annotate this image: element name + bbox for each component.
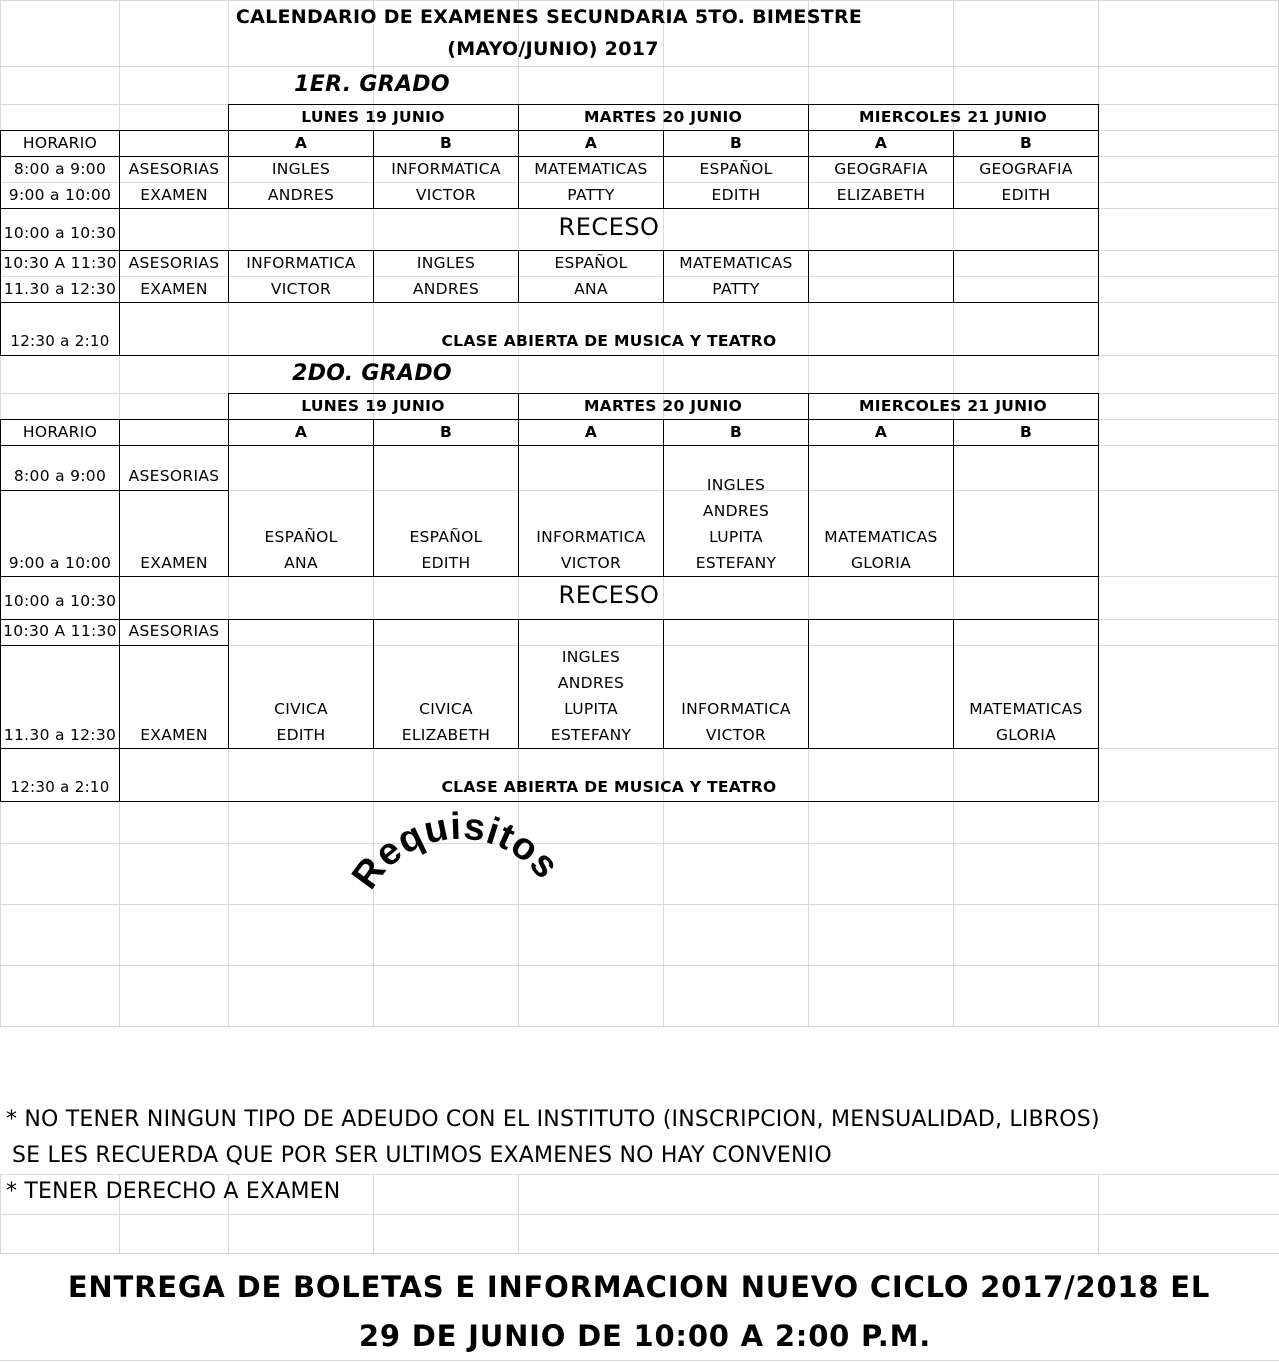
grado1-teacher: ANA bbox=[574, 280, 608, 298]
grado1-asesorias-label: ASESORIAS bbox=[128, 254, 220, 272]
grado2-teacher: ELIZABETH bbox=[401, 726, 491, 744]
grado1-subject: ESPAÑOL bbox=[699, 160, 773, 178]
grado1-teacher: VICTOR bbox=[270, 280, 332, 298]
grado2-asesorias-label: ASESORIAS bbox=[128, 622, 220, 640]
grado1-subject: INGLES bbox=[416, 254, 476, 272]
requisito-line: * NO TENER NINGUN TIPO DE ADEUDO CON EL INSTITUTO (INSCRIPCION, MENSUALIDAD, LIBROS) bbox=[6, 1107, 1100, 1132]
grado1-subject: MATEMATICAS bbox=[534, 160, 648, 178]
grado1-horario-header: HORARIO bbox=[22, 134, 98, 152]
grado2-examen-label: EXAMEN bbox=[140, 554, 208, 572]
grado1-teacher: VICTOR bbox=[415, 186, 477, 204]
grado1-receso-banner: RECESO bbox=[558, 213, 660, 241]
grado1-day-monday: LUNES 19 JUNIO bbox=[301, 108, 445, 126]
grado2-teacher: ESTEFANY bbox=[550, 726, 632, 744]
requisitos-heading bbox=[320, 805, 600, 965]
grado1-subject: INFORMATICA bbox=[391, 160, 501, 178]
grado1-group-label: A bbox=[874, 134, 888, 152]
grado1-clase-abierta: CLASE ABIERTA DE MUSICA Y TEATRO bbox=[441, 332, 777, 350]
grado2-asesorias-label: ASESORIAS bbox=[128, 467, 220, 485]
grado1-group-label: B bbox=[439, 134, 453, 152]
grado1-subject: ESPAÑOL bbox=[554, 254, 628, 272]
grado1-subject: GEOGRAFIA bbox=[834, 160, 928, 178]
grado1-day-tuesday: MARTES 20 JUNIO bbox=[583, 108, 743, 126]
grado2-group-label: A bbox=[874, 423, 888, 441]
grado1-teacher: EDITH bbox=[1001, 186, 1051, 204]
grado2-teacher: VICTOR bbox=[560, 554, 622, 572]
svg-text:Requisitos bbox=[344, 806, 567, 897]
requisito-line: * TENER DERECHO A EXAMEN bbox=[6, 1179, 341, 1204]
grado2-teacher: VICTOR bbox=[705, 726, 767, 744]
grado2-group-label: A bbox=[584, 423, 598, 441]
grado2-teacher: ANDRES bbox=[557, 674, 625, 692]
grado2-group-label: A bbox=[294, 423, 308, 441]
grado2-day-wednesday: MIERCOLES 21 JUNIO bbox=[859, 397, 1047, 415]
grado2-subject: MATEMATICAS bbox=[969, 700, 1083, 718]
footer-line1: ENTREGA DE BOLETAS E INFORMACION NUEVO CICLO 2017/2018 EL bbox=[67, 1270, 1211, 1304]
grado2-clase-abierta: CLASE ABIERTA DE MUSICA Y TEATRO bbox=[441, 778, 777, 796]
grado1-teacher: ANDRES bbox=[267, 186, 335, 204]
grado1-examen-label: EXAMEN bbox=[140, 186, 208, 204]
grado2-horario-header: HORARIO bbox=[22, 423, 98, 441]
grado2-subject: INGLES bbox=[706, 476, 766, 494]
grado2-receso-banner: RECESO bbox=[558, 581, 660, 609]
grado2-group-label: B bbox=[1019, 423, 1033, 441]
grado2-teacher: LUPITA bbox=[564, 700, 618, 718]
grado2-teacher: GLORIA bbox=[995, 726, 1057, 744]
grado2-time: 8:00 a 9:00 bbox=[13, 467, 107, 485]
grado2-day-monday: LUNES 19 JUNIO bbox=[301, 397, 445, 415]
grado2-group-label: B bbox=[439, 423, 453, 441]
grado1-examen-label: EXAMEN bbox=[140, 280, 208, 298]
grado1-subject: INFORMATICA bbox=[246, 254, 356, 272]
grado2-teacher: EDITH bbox=[276, 726, 326, 744]
requisitos-heading-text: Requisitos bbox=[344, 805, 568, 897]
grado2-subject: CIVICA bbox=[419, 700, 473, 718]
footer-line2: 29 DE JUNIO DE 10:00 A 2:00 P.M. bbox=[358, 1319, 932, 1353]
grado1-time: 10:30 A 11:30 bbox=[3, 254, 117, 272]
grado1-teacher: PATTY bbox=[567, 186, 615, 204]
grado1-group-label: B bbox=[729, 134, 743, 152]
page-title-line2: (MAYO/JUNIO) 2017 bbox=[447, 38, 659, 60]
grado1-title: 1ER. GRADO bbox=[294, 72, 450, 97]
grado2-time: 10:00 a 10:30 bbox=[3, 592, 117, 610]
grado1-subject: INGLES bbox=[271, 160, 331, 178]
page-title-line1: CALENDARIO DE EXAMENES SECUNDARIA 5TO. BIMESTRE bbox=[235, 6, 863, 28]
grado2-time: 12:30 a 2:10 bbox=[10, 778, 110, 796]
grado1-teacher: PATTY bbox=[712, 280, 760, 298]
grado2-teacher: ANDRES bbox=[702, 502, 770, 520]
grado2-subject: INGLES bbox=[561, 648, 621, 666]
grado1-subject: GEOGRAFIA bbox=[979, 160, 1073, 178]
grado2-teacher: GLORIA bbox=[850, 554, 912, 572]
grado2-day-tuesday: MARTES 20 JUNIO bbox=[583, 397, 743, 415]
grado1-teacher: ELIZABETH bbox=[836, 186, 926, 204]
grado2-subject: INFORMATICA bbox=[536, 528, 646, 546]
grado2-examen-label: EXAMEN bbox=[140, 726, 208, 744]
grado1-group-label: A bbox=[294, 134, 308, 152]
grado1-time: 11.30 a 12:30 bbox=[3, 280, 117, 298]
grado1-time: 12:30 a 2:10 bbox=[10, 332, 110, 350]
grado2-time: 11.30 a 12:30 bbox=[3, 726, 117, 744]
requisito-line: SE LES RECUERDA QUE POR SER ULTIMOS EXAMENES NO HAY CONVENIO bbox=[12, 1143, 832, 1168]
grado1-time: 9:00 a 10:00 bbox=[8, 186, 112, 204]
grado2-time: 10:30 A 11:30 bbox=[3, 622, 117, 640]
grado2-teacher: ANA bbox=[284, 554, 318, 572]
grado1-group-label: B bbox=[1019, 134, 1033, 152]
grado1-teacher: EDITH bbox=[711, 186, 761, 204]
grado2-subject: CIVICA bbox=[274, 700, 328, 718]
grado1-time: 10:00 a 10:30 bbox=[3, 224, 117, 242]
grado2-teacher: EDITH bbox=[421, 554, 471, 572]
grado1-subject: MATEMATICAS bbox=[679, 254, 793, 272]
grado2-time: 9:00 a 10:00 bbox=[8, 554, 112, 572]
grado1-asesorias-label: ASESORIAS bbox=[128, 160, 220, 178]
grado2-subject: ESPAÑOL bbox=[409, 528, 483, 546]
grado2-subject: MATEMATICAS bbox=[824, 528, 938, 546]
grado1-time: 8:00 a 9:00 bbox=[13, 160, 107, 178]
grado2-title: 2DO. GRADO bbox=[292, 361, 452, 386]
grado1-day-wednesday: MIERCOLES 21 JUNIO bbox=[859, 108, 1047, 126]
grado2-group-label: B bbox=[729, 423, 743, 441]
grado1-teacher: ANDRES bbox=[412, 280, 480, 298]
grado2-subject: INFORMATICA bbox=[681, 700, 791, 718]
grado2-subject: ESPAÑOL bbox=[264, 528, 338, 546]
grado2-teacher: LUPITA bbox=[709, 528, 763, 546]
grado1-group-label: A bbox=[584, 134, 598, 152]
grado2-teacher: ESTEFANY bbox=[695, 554, 777, 572]
